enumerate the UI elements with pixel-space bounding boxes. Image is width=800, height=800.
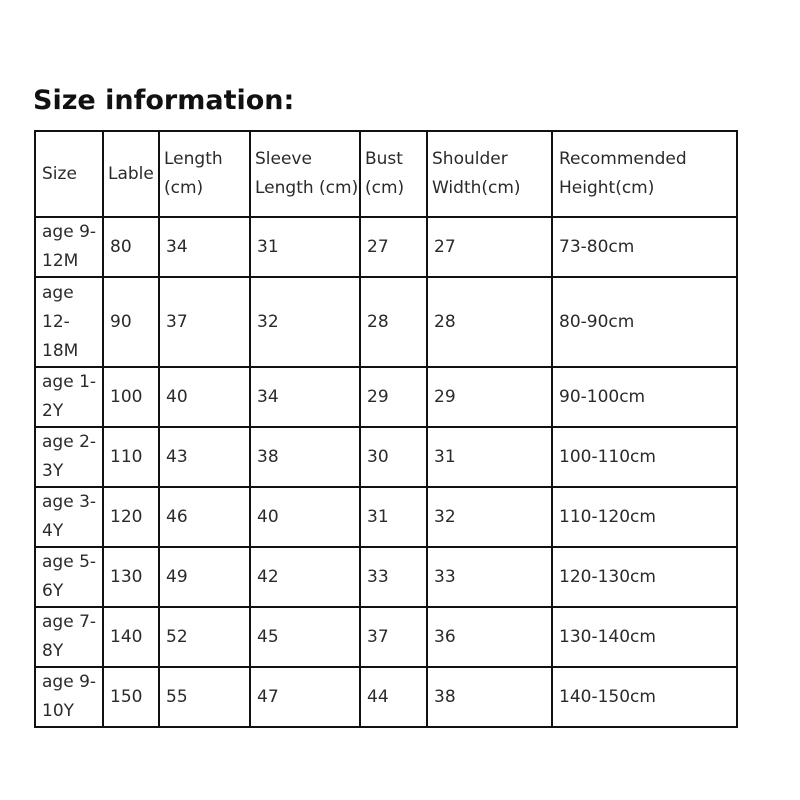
- table-row: [35, 607, 737, 667]
- cell-recommended-height: 100-110cm: [552, 427, 737, 487]
- cell-shoulder-width: 33: [427, 547, 552, 607]
- cell-recommended-height: 110-120cm: [552, 487, 737, 547]
- cell-size: age 9-10Y: [35, 667, 103, 727]
- header-lable: Lable: [103, 131, 159, 217]
- cell-length: 46: [159, 487, 250, 547]
- table-row: [35, 547, 737, 607]
- table-row: [35, 277, 737, 367]
- cell-length: 49: [159, 547, 250, 607]
- cell-lable: 140: [103, 607, 159, 667]
- cell-shoulder-width: 28: [427, 277, 552, 367]
- cell-size: age 7-8Y: [35, 607, 103, 667]
- cell-length: 55: [159, 667, 250, 727]
- cell-shoulder-width: 27: [427, 217, 552, 277]
- table-row: [35, 487, 737, 547]
- cell-length: 43: [159, 427, 250, 487]
- cell-recommended-height: 130-140cm: [552, 607, 737, 667]
- cell-recommended-height: 120-130cm: [552, 547, 737, 607]
- cell-lable: 110: [103, 427, 159, 487]
- header-sleeve-length: Sleeve Length (cm): [250, 131, 360, 217]
- cell-lable: 130: [103, 547, 159, 607]
- cell-length: 37: [159, 277, 250, 367]
- cell-bust: 37: [360, 607, 427, 667]
- header-size: Size: [35, 131, 103, 217]
- cell-size: age 1-2Y: [35, 367, 103, 427]
- cell-size: age 12-18M: [35, 277, 103, 367]
- cell-lable: 120: [103, 487, 159, 547]
- cell-sleeve-length: 40: [250, 487, 360, 547]
- cell-lable: 90: [103, 277, 159, 367]
- cell-recommended-height: 90-100cm: [552, 367, 737, 427]
- cell-shoulder-width: 36: [427, 607, 552, 667]
- header-recommended-height: Recommended Height(cm): [552, 131, 737, 217]
- cell-length: 40: [159, 367, 250, 427]
- cell-shoulder-width: 32: [427, 487, 552, 547]
- cell-length: 52: [159, 607, 250, 667]
- cell-length: 34: [159, 217, 250, 277]
- cell-bust: 27: [360, 217, 427, 277]
- cell-bust: 44: [360, 667, 427, 727]
- cell-sleeve-length: 32: [250, 277, 360, 367]
- header-length: Length (cm): [159, 131, 250, 217]
- table-row: [35, 427, 737, 487]
- cell-sleeve-length: 45: [250, 607, 360, 667]
- cell-bust: 31: [360, 487, 427, 547]
- cell-bust: 28: [360, 277, 427, 367]
- cell-size: age 2-3Y: [35, 427, 103, 487]
- header-bust: Bust (cm): [360, 131, 427, 217]
- cell-sleeve-length: 42: [250, 547, 360, 607]
- cell-lable: 150: [103, 667, 159, 727]
- table-row: [35, 217, 737, 277]
- cell-shoulder-width: 38: [427, 667, 552, 727]
- cell-size: age 3-4Y: [35, 487, 103, 547]
- cell-shoulder-width: 31: [427, 427, 552, 487]
- cell-sleeve-length: 34: [250, 367, 360, 427]
- cell-recommended-height: 80-90cm: [552, 277, 737, 367]
- table-row: [35, 667, 737, 727]
- cell-bust: 29: [360, 367, 427, 427]
- cell-lable: 100: [103, 367, 159, 427]
- cell-size: age 5-6Y: [35, 547, 103, 607]
- table-row: [35, 367, 737, 427]
- cell-lable: 80: [103, 217, 159, 277]
- cell-size: age 9-12M: [35, 217, 103, 277]
- cell-recommended-height: 73-80cm: [552, 217, 737, 277]
- cell-bust: 30: [360, 427, 427, 487]
- cell-bust: 33: [360, 547, 427, 607]
- cell-sleeve-length: 38: [250, 427, 360, 487]
- cell-sleeve-length: 47: [250, 667, 360, 727]
- header-row: [35, 131, 737, 217]
- header-shoulder-width: Shoulder Width(cm): [427, 131, 552, 217]
- cell-recommended-height: 140-150cm: [552, 667, 737, 727]
- size-table: [34, 130, 738, 728]
- cell-sleeve-length: 31: [250, 217, 360, 277]
- page-title: Size information:: [33, 85, 295, 116]
- cell-shoulder-width: 29: [427, 367, 552, 427]
